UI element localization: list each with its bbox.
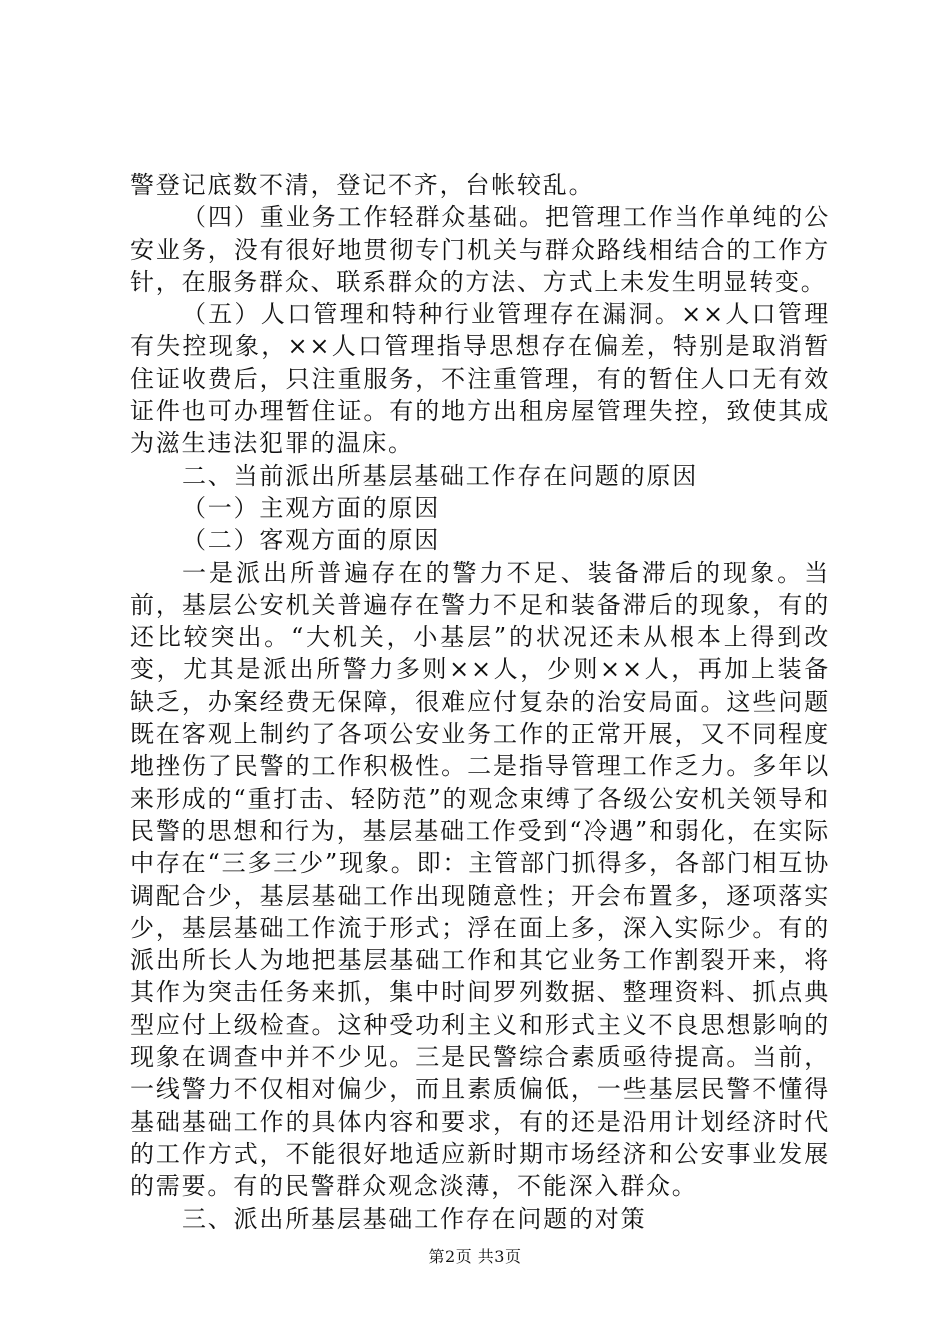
subheading-objective: （二）客观方面的原因 <box>182 526 440 555</box>
heading-causes: 二、当前派出所基层基础工作存在问题的原因 <box>182 461 698 490</box>
page-number-footer: 第2页 共3页 <box>428 1247 522 1266</box>
paragraph-section-four: （四）重业务工作轻群众基础。把管理工作当作单纯的公安业务，没有很好地贯彻专门机关与群众路线相结合的工作方针，在服务群众、联系群众的方法、方式上未发生明显转变。 <box>130 203 830 296</box>
paragraph-section-five: （五）人口管理和特种行业管理存在漏洞。××人口管理有失控现象，××人口管理指导思想存在偏差，特别是取消暂住证收费后，只注重服务，不注重管理，有的暂住人口无有效证件也可办理暂住证。有的地方出租房屋管理失控，致使其成为滋生违法犯罪的温床。 <box>130 300 830 458</box>
heading-countermeasures: 三、派出所基层基础工作存在问题的对策 <box>182 1204 647 1233</box>
paragraph-objective-details: 一是派出所普遍存在的警力不足、装备滞后的现象。当前，基层公安机关普遍存在警力不足和装备滞后的现象，有的还比较突出。“大机关，小基层”的状况还未从根本上得到改变，尤其是派出所警力多则××人，少则××人，再加上装备缺乏，办案经费无保障，很难应付复杂的治安局面。这些问题既在客观上制约了各项公安业务工作的正常开展，又不同程度地挫伤了民警的工作积极性。二是指导管理工作乏力。多年以来形成的“重打击、轻防范”的观念束缚了各级公安机关领导和民警的思想和行为，基层基础工作受到“冷遇”和弱化，在实际中存在“三多三少”现象。即：主管部门抓得多，各部门相互协调配合少，基层基础工作出现随意性；开会布置多，逐项落实少，基层基础工作流于形式；浮在面上多，深入实际少。有的派出所长人为地把基层基础工作和其它业务工作割裂开来，将其作为突击任务来抓，集中时间罗列数据、整理资料、抓点典型应付上级检查。这种受功利主义和形式主义不良思想影响的现象在调查中并不少见。三是民警综合素质亟待提高。当前，一线警力不仅相对偏少，而且素质偏低，一些基层民警不懂得基础基础工作的具体内容和要求，有的还是沿用计划经济时代的工作方式，不能很好地适应新时期市场经济和公安事业发展的需要。有的民警群众观念淡薄，不能深入群众。 <box>130 558 830 1201</box>
paragraph-continuation: 警登记底数不清，登记不齐，台帐较乱。 <box>130 171 595 199</box>
document-body <box>130 169 830 1235</box>
subheading-subjective: （一）主观方面的原因 <box>182 493 440 522</box>
